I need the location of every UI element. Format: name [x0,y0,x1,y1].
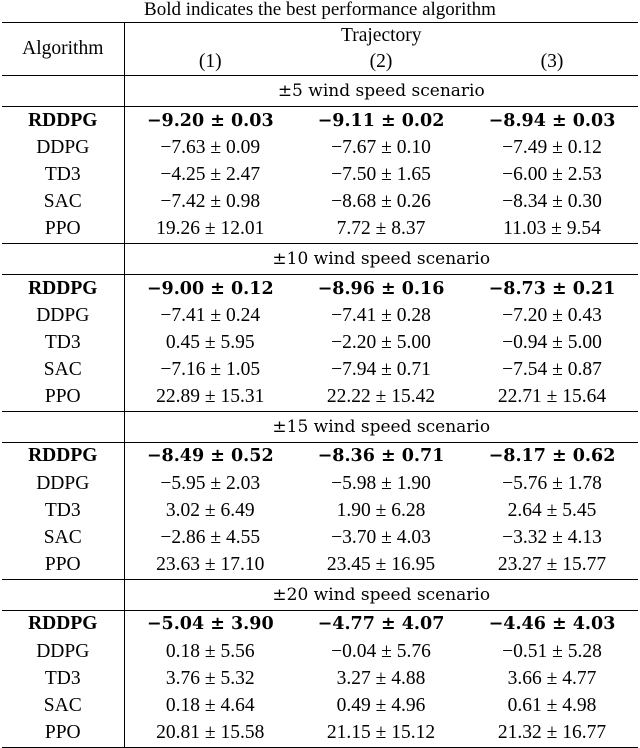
algorithm-name-cell: DDPG [2,470,124,497]
trajectory-2-value-cell: 7.72 ± 8.37 [336,218,426,240]
algorithm-name-cell: SAC [2,692,124,719]
scenario-row [2,411,638,442]
trajectory-2-value-cell: −8.96 ± 0.16 [296,274,466,302]
algorithm-name-cell: PPO [2,384,124,412]
scenario-row [2,579,638,610]
scenario-blank-cell [2,411,124,442]
table-row [2,692,638,719]
trajectory-2-value-cell: 3.27 ± 4.88 [336,667,426,689]
table-row [2,524,638,551]
trajectory-1-value-cell: −5.04 ± 3.90 [124,610,296,638]
algorithm-name-cell: DDPG [2,134,124,161]
algorithm-name-cell: TD3 [2,329,124,356]
table-row [2,107,638,135]
trajectory-2-value-cell: 22.22 ± 15.42 [326,386,436,408]
trajectory-1-value-cell: 22.89 ± 15.31 [156,386,265,408]
algorithm-name-cell: PPO [2,216,124,244]
trajectory-2-value-cell: −2.20 ± 5.00 [331,331,431,353]
trajectory-1-value-cell: 19.26 ± 12.01 [156,218,265,240]
trajectory-3-value-cell: −8.34 ± 0.30 [502,191,602,213]
trajectory-1-value-cell: −9.20 ± 0.03 [124,107,296,135]
table-row [2,665,638,692]
trajectory-3-value-cell: −5.76 ± 1.78 [502,472,602,494]
trajectory-1-value-cell: 3.02 ± 6.49 [165,499,255,521]
trajectory-2-value-cell: −7.67 ± 0.10 [331,136,431,158]
trajectory-3-value-cell: −8.94 ± 0.03 [466,107,638,135]
table-row [2,274,638,302]
scenario-blank-cell [2,243,124,274]
trajectory-3-value-cell: 2.64 ± 5.45 [507,499,597,521]
table-row [2,610,638,638]
table-row [2,161,638,188]
trajectory-1-value-cell: −7.41 ± 0.24 [160,304,261,326]
table-row [2,189,638,216]
trajectory-3-header: (3) [540,51,564,72]
trajectory-2-value-cell: −4.77 ± 4.07 [296,610,466,638]
trajectory-1-value-cell: 3.76 ± 5.32 [165,667,255,689]
trajectory-3-value-cell: 11.03 ± 9.54 [503,218,601,240]
trajectory-2-value-cell: −7.94 ± 0.71 [331,359,431,381]
trajectory-3-value-cell: 21.32 ± 16.77 [466,720,638,748]
scenario-label: ±15 wind speed scenario [124,411,638,442]
algorithm-name-cell: RDDPG [2,107,124,135]
scenario-blank-cell [2,579,124,610]
trajectory-3-value-cell: 3.66 ± 4.77 [507,667,597,689]
trajectory-1-value-cell: 23.63 ± 17.10 [156,554,265,576]
results-table [2,22,638,748]
trajectory-2-value-cell: −3.70 ± 4.03 [331,527,431,549]
algorithm-name-cell: TD3 [2,497,124,524]
table-row [2,552,638,580]
algorithm-name-cell: PPO [2,720,124,748]
algorithm-name-cell: TD3 [2,665,124,692]
algorithm-name-cell: DDPG [2,638,124,665]
trajectory-3-value-cell: 22.71 ± 15.64 [497,386,607,408]
trajectory-1-value-cell: −2.86 ± 4.55 [160,527,261,549]
algorithm-column-header: Algorithm [2,23,124,76]
trajectory-3-value-cell: −8.17 ± 0.62 [466,442,638,470]
trajectory-1-value-cell: −7.63 ± 0.09 [160,136,261,158]
scenario-blank-cell [2,76,124,107]
algorithm-name-cell: DDPG [2,302,124,329]
trajectory-2-value-cell: 23.45 ± 16.95 [326,554,436,576]
trajectory-2-value-cell: −7.50 ± 1.65 [331,163,431,185]
table-body [2,76,638,748]
header-row [2,23,638,50]
table-row [2,134,638,161]
trajectory-3-value-cell: −7.54 ± 0.87 [502,359,602,381]
trajectory-1-value-cell: 0.18 ± 5.56 [165,640,255,662]
scenario-label: ±5 wind speed scenario [124,76,638,107]
trajectory-3-value-cell: 0.61 ± 4.98 [507,694,597,716]
algorithm-name-cell: SAC [2,189,124,216]
trajectory-column-header: Trajectory [124,23,638,50]
trajectory-1-header: (1) [198,51,222,72]
scenario-label: ±20 wind speed scenario [124,579,638,610]
trajectory-1-value-cell: 0.18 ± 4.64 [165,694,255,716]
trajectory-1-value-cell: 20.81 ± 15.58 [124,720,296,748]
trajectory-1-value-cell: −4.25 ± 2.47 [160,163,261,185]
trajectory-3-value-cell: −0.51 ± 5.28 [502,640,602,662]
trajectory-3-value-cell: −3.32 ± 4.13 [502,527,602,549]
trajectory-3-value-cell: −7.49 ± 0.12 [502,136,602,158]
table-row [2,470,638,497]
trajectory-1-value-cell: −7.42 ± 0.98 [160,191,261,213]
table-row [2,497,638,524]
table-row [2,216,638,244]
trajectory-2-value-cell: 1.90 ± 6.28 [336,499,426,521]
trajectory-1-value-cell: −8.49 ± 0.52 [124,442,296,470]
algorithm-name-cell: PPO [2,552,124,580]
trajectory-2-header: (2) [369,51,393,72]
table-row [2,329,638,356]
trajectory-2-value-cell: −7.41 ± 0.28 [331,304,431,326]
table-row [2,442,638,470]
scenario-label: ±10 wind speed scenario [124,243,638,274]
scenario-row [2,243,638,274]
trajectory-3-value-cell: −4.46 ± 4.03 [466,610,638,638]
trajectory-3-value-cell: −6.00 ± 2.53 [502,163,602,185]
table-caption: Bold indicates the best performance algorithm [144,0,496,20]
table-row [2,384,638,412]
trajectory-2-value-cell: −9.11 ± 0.02 [296,107,466,135]
trajectory-2-value-cell: −8.36 ± 0.71 [296,442,466,470]
algorithm-name-cell: SAC [2,357,124,384]
algorithm-name-cell: SAC [2,524,124,551]
algorithm-name-cell: TD3 [2,161,124,188]
trajectory-3-value-cell: −7.20 ± 0.43 [502,304,602,326]
table-row [2,357,638,384]
table-row [2,302,638,329]
table-row [2,638,638,665]
trajectory-2-value-cell: 0.49 ± 4.96 [336,694,426,716]
algorithm-name-cell: RDDPG [2,442,124,470]
trajectory-1-value-cell: 0.45 ± 5.95 [165,331,255,353]
scenario-row [2,76,638,107]
trajectory-2-value-cell: −0.04 ± 5.76 [331,640,431,662]
trajectory-2-value-cell: −5.98 ± 1.90 [331,472,431,494]
trajectory-1-value-cell: −5.95 ± 2.03 [160,472,261,494]
trajectory-1-value-cell: −9.00 ± 0.12 [124,274,296,302]
algorithm-name-cell: RDDPG [2,274,124,302]
trajectory-2-value-cell: 21.15 ± 15.12 [296,720,466,748]
algorithm-name-cell: RDDPG [2,610,124,638]
trajectory-3-value-cell: −0.94 ± 5.00 [502,331,602,353]
trajectory-3-value-cell: −8.73 ± 0.21 [466,274,638,302]
trajectory-2-value-cell: −8.68 ± 0.26 [331,191,431,213]
trajectory-3-value-cell: 23.27 ± 15.77 [497,554,607,576]
table-row [2,720,638,748]
trajectory-1-value-cell: −7.16 ± 1.05 [160,359,261,381]
